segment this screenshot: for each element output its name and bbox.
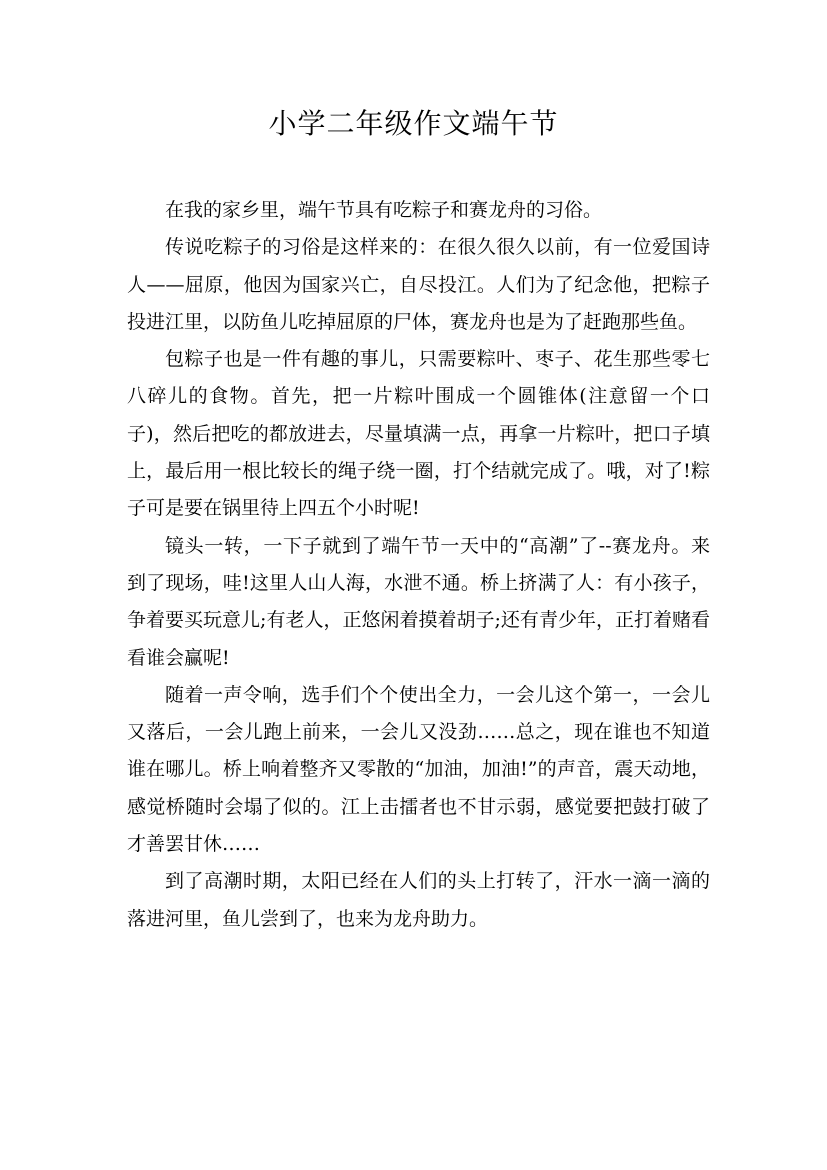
paragraph-3: 包粽子也是一件有趣的事儿，只需要粽叶、枣子、花生那些零七八碎儿的食物。首先，把一片粽叶围成一个圆锥体(注意留一个口子)，然后把吃的都放进去，尽量填满一点，再拿一片粽叶，把口子填上，最后用一根比较长的绳子绕一圈，打个结就完成了。哦，对了!粽子可是要在锅里待上四五个小时呢!	[127, 348, 710, 520]
paragraph-2: 传说吃粽子的习俗是这样来的：在很久很久以前，有一位爱国诗人——屈原，他因为国家兴亡，自尽投江。人们为了纪念他，把粽子投进江里，以防鱼儿吃掉屈原的尸体，赛龙舟也是为了赶跑那些鱼。	[127, 236, 710, 333]
paragraph-5: 随着一声令响，选手们个个使出全力，一会儿这个第一，一会儿又落后，一会儿跑上前来，一会儿又没劲……总之，现在谁也不知道谁在哪儿。桥上响着整齐又零散的“加油，加油!”的声音，震天动地，感觉桥随时会塌了似的。江上击擂者也不甘示弱，感觉要把鼓打破了才善罢甘休……	[127, 683, 710, 856]
paragraph-1: 在我的家乡里，端午节具有吃粽子和赛龙舟的习俗。	[165, 199, 603, 221]
document-title: 小学二年级作文端午节	[268, 107, 559, 140]
paragraph-4: 镜头一转，一下子就到了端午节一天中的“高潮”了--赛龙舟。来到了现场，哇!这里人山人海，水泄不通。桥上挤满了人：有小孩子，争着要买玩意儿;有老人，正悠闲着摸着胡子;还有青少年，正打着赌看看谁会赢呢!	[127, 534, 710, 669]
paragraph-6: 到了高潮时期，太阳已经在人们的头上打转了，汗水一滴一滴的落进河里，鱼儿尝到了，也来为龙舟助力。	[127, 870, 710, 930]
document-body	[127, 192, 710, 938]
